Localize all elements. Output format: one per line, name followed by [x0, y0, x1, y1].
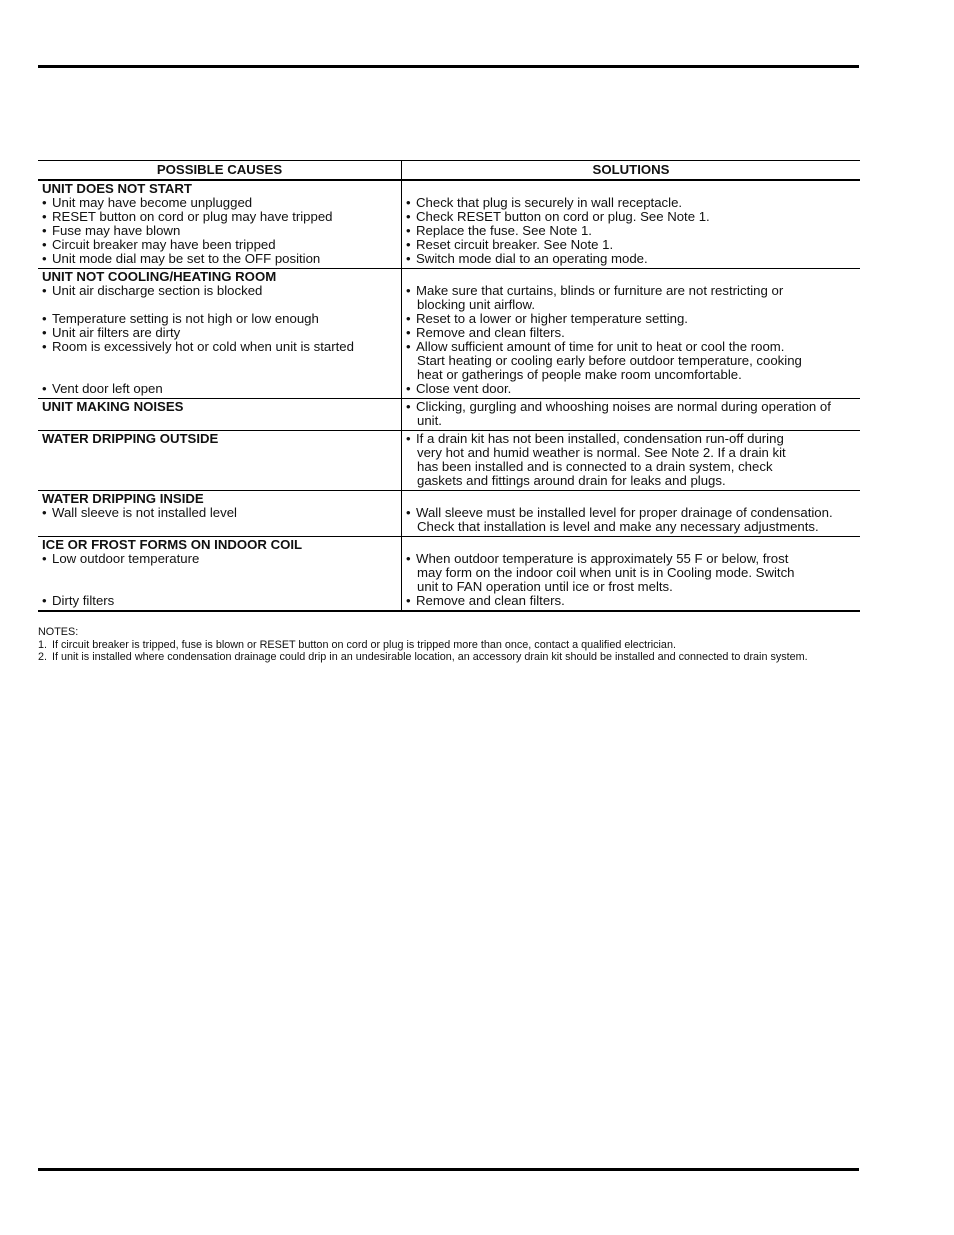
solution-item: has been installed and is connected to a drain system, check [417, 459, 773, 474]
notes-section [38, 626, 862, 664]
cause-item: • Vent door left open [42, 382, 397, 396]
table-row [38, 180, 860, 269]
causes-cell [38, 399, 402, 431]
table-body [38, 180, 860, 611]
causes-cell [38, 180, 402, 269]
cause-item: • Wall sleeve is not installed level [42, 506, 397, 520]
solution-item: • Check that plug is securely in wall receptacle. [406, 196, 856, 210]
cause-item: • Low outdoor temperature [42, 552, 397, 566]
cause-item: • Temperature setting is not high or low enough [42, 312, 397, 326]
solution-item: • Remove and clean filters. [406, 326, 856, 340]
table-header-row [38, 161, 860, 181]
problem-title: UNIT NOT COOLING/HEATING ROOM [42, 269, 277, 284]
spacer [42, 354, 397, 368]
table-row [38, 431, 860, 491]
problem-title: WATER DRIPPING OUTSIDE [42, 431, 219, 446]
solution-item: heat or gatherings of people make room uncomfortable. [417, 367, 742, 382]
solution-item: • Wall sleeve must be installed level for proper drainage of condensation. [406, 506, 856, 520]
note-text: If unit is installed where condensation drainage could drip in an undesirable location, an accessory drain kit should be installed and connected to drain system. [52, 651, 808, 663]
cause-item: • Dirty filters [42, 594, 397, 608]
cause-item: • Circuit breaker may have been tripped [42, 238, 397, 252]
spacer [406, 538, 856, 552]
solution-item: very hot and humid weather is normal. See Note 2. If a drain kit [417, 445, 786, 460]
cause-item: • Unit mode dial may be set to the OFF position [42, 252, 397, 266]
cause-item: • Fuse may have blown [42, 224, 397, 238]
spacer [42, 566, 397, 580]
solutions-cell [402, 399, 861, 431]
causes-cell [38, 269, 402, 399]
table-row [38, 399, 860, 431]
solution-item: • Close vent door. [406, 382, 856, 396]
note-item [38, 651, 862, 664]
solution-item: • Reset circuit breaker. See Note 1. [406, 238, 856, 252]
cause-item: • Unit air discharge section is blocked [42, 284, 397, 298]
solutions-cell [402, 537, 861, 612]
problem-title: WATER DRIPPING INSIDE [42, 491, 204, 506]
solution-item: • Check RESET button on cord or plug. See Note 1. [406, 210, 856, 224]
solution-item: Start heating or cooling early before outdoor temperature, cooking [417, 353, 802, 368]
spacer [406, 182, 856, 196]
solution-item: Check that installation is level and make any necessary adjustments. [417, 519, 819, 534]
causes-cell [38, 431, 402, 491]
cause-item: • RESET button on cord or plug may have tripped [42, 210, 397, 224]
causes-cell [38, 491, 402, 537]
solutions-cell [402, 491, 861, 537]
problem-title: ICE OR FROST FORMS ON INDOOR COIL [42, 537, 303, 552]
solution-item: may form on the indoor coil when unit is in Cooling mode. Switch [417, 565, 795, 580]
note-number: 1. [38, 638, 48, 651]
solutions-header: SOLUTIONS [402, 161, 861, 181]
note-item [38, 639, 862, 652]
solution-item: blocking unit airflow. [417, 297, 536, 312]
possible-causes-header: POSSIBLE CAUSES [38, 161, 402, 181]
spacer [42, 580, 397, 594]
bottom-rule [38, 1168, 859, 1171]
solution-item: • If a drain kit has not been installed, condensation run-off during [406, 432, 856, 446]
spacer [42, 298, 397, 312]
notes-heading: NOTES: [38, 626, 79, 638]
solution-item: unit to FAN operation until ice or frost melts. [417, 579, 673, 594]
table-row [38, 491, 860, 537]
spacer [406, 492, 856, 506]
spacer [406, 270, 856, 284]
problem-title: UNIT MAKING NOISES [42, 399, 184, 414]
solution-item: • When outdoor temperature is approximately 55 F or below, frost [406, 552, 856, 566]
solutions-cell [402, 180, 861, 269]
note-number: 2. [38, 651, 48, 663]
cause-item: • Unit air filters are dirty [42, 326, 397, 340]
solution-item: • Remove and clean filters. [406, 594, 856, 608]
cause-item: • Room is excessively hot or cold when unit is started [42, 340, 397, 354]
table-row [38, 537, 860, 612]
problem-title: UNIT DOES NOT START [42, 181, 192, 196]
top-rule [38, 65, 859, 68]
troubleshooting-table [38, 160, 860, 612]
solution-item: • Switch mode dial to an operating mode. [406, 252, 856, 266]
solutions-cell [402, 431, 861, 491]
solution-item: unit. [417, 413, 442, 428]
solution-item: • Reset to a lower or higher temperature setting. [406, 312, 856, 326]
causes-cell [38, 537, 402, 612]
spacer [42, 368, 397, 382]
solution-item: • Allow sufficient amount of time for unit to heat or cool the room. [406, 340, 856, 354]
solution-item: • Clicking, gurgling and whooshing noises are normal during operation of [406, 400, 856, 414]
table-row [38, 269, 860, 399]
note-text: If circuit breaker is tripped, fuse is blown or RESET button on cord or plug is tripped more than once, contact a qualified electrician. [52, 638, 676, 651]
solution-item: gaskets and fittings around drain for leaks and plugs. [417, 473, 726, 488]
cause-item: • Unit may have become unplugged [42, 196, 397, 210]
solution-item: • Make sure that curtains, blinds or furniture are not restricting or [406, 284, 856, 298]
solution-item: • Replace the fuse. See Note 1. [406, 224, 856, 238]
solutions-cell [402, 269, 861, 399]
